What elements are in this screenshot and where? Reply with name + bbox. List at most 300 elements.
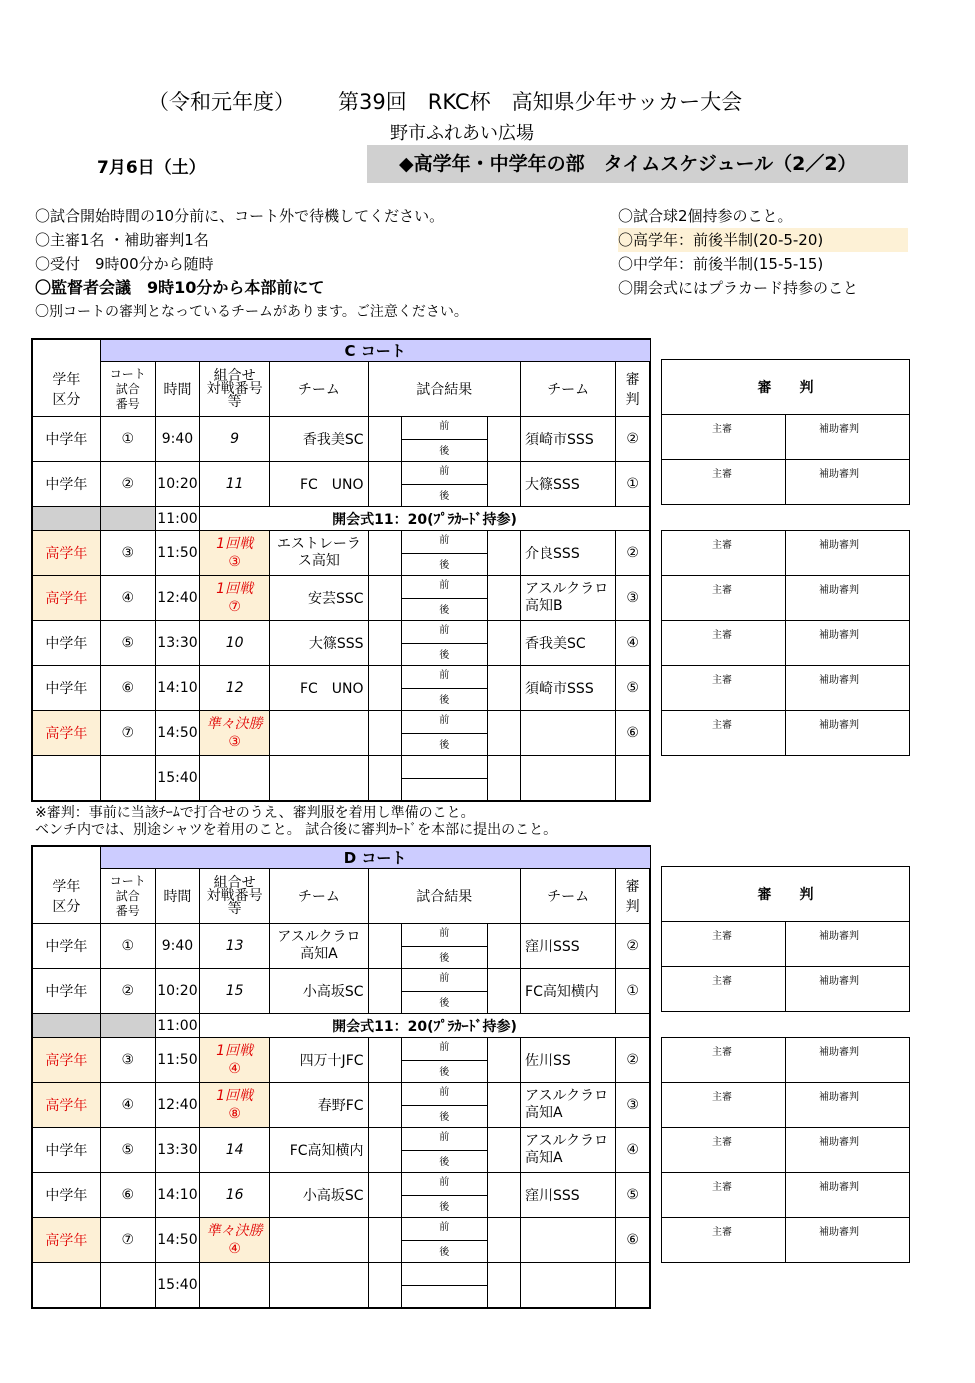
main-referee-label: 主審 xyxy=(712,1092,732,1103)
home-team: FC UNO xyxy=(270,666,368,711)
ref-sub-cell xyxy=(786,460,910,505)
second-half-label: 後 xyxy=(439,446,450,457)
match-pair xyxy=(200,1038,270,1083)
court-name: D コート xyxy=(100,846,650,869)
match-time: 12:40 xyxy=(155,1083,199,1128)
away-team: 窪川SSS xyxy=(521,1173,616,1218)
result-divider xyxy=(402,598,487,599)
result-divider xyxy=(402,1285,487,1286)
first-half-label: 前 xyxy=(439,715,450,726)
sub-referee-label: 補助審判 xyxy=(819,1137,859,1148)
end-blank xyxy=(200,756,270,801)
result-divider xyxy=(402,1195,487,1196)
match-grade: 中学年 xyxy=(32,969,100,1014)
court-d-referee-panel xyxy=(661,866,910,1263)
pair-round: 1回戦 xyxy=(216,1088,254,1104)
pair-number: ④ xyxy=(228,1061,241,1077)
main-referee-label: 主審 xyxy=(712,1137,732,1148)
match-grade: 中学年 xyxy=(32,417,100,462)
match-result xyxy=(368,531,520,576)
main-referee-label: 主審 xyxy=(712,976,732,987)
match-result xyxy=(368,1128,520,1173)
match-result xyxy=(368,1173,520,1218)
result-box xyxy=(401,576,488,620)
ceremony-blank xyxy=(100,1014,155,1038)
match-pair: 12 xyxy=(200,666,270,711)
header-referee xyxy=(616,869,650,924)
note-item: 〇別コートの審判となっているチームがあります。ご注意ください。 xyxy=(35,304,468,320)
ref-main-cell xyxy=(662,666,786,711)
match-result xyxy=(368,1083,520,1128)
match-grade: 中学年 xyxy=(32,1173,100,1218)
ref-main-cell xyxy=(662,576,786,621)
end-blank xyxy=(32,756,100,801)
result-box xyxy=(401,1038,488,1082)
ref-panel-header: 審 判 xyxy=(662,867,910,922)
result-box xyxy=(401,1263,488,1307)
match-referee: ④ xyxy=(616,621,650,666)
match-no: ③ xyxy=(100,531,155,576)
header-pair xyxy=(200,869,270,924)
match-result xyxy=(368,417,520,462)
sub-referee-label: 補助審判 xyxy=(819,585,859,596)
ceremony-label: 開会式11：20(ﾌﾟﾗｶｰﾄﾞ持参) xyxy=(200,1014,651,1038)
ref-main-cell xyxy=(662,621,786,666)
ref-sub-cell xyxy=(786,967,910,1012)
header-court-no xyxy=(100,362,155,417)
first-half-label: 前 xyxy=(439,466,450,477)
ref-sub-cell xyxy=(786,1173,910,1218)
result-box xyxy=(401,1218,488,1262)
second-half-label: 後 xyxy=(439,953,450,964)
header-time: 時間 xyxy=(155,869,199,924)
note-item: 〇主審1名 ・補助審判1名 xyxy=(35,231,209,249)
header-result: 試合結果 xyxy=(368,869,520,924)
ref-main-cell xyxy=(662,460,786,505)
ceremony-time: 11:00 xyxy=(155,1014,199,1038)
header-grade-l1: 学年 xyxy=(52,878,81,895)
ref-main-cell xyxy=(662,711,786,756)
pair-round: 準々決勝 xyxy=(206,1223,263,1239)
ref-sub-cell xyxy=(786,576,910,621)
second-half-label: 後 xyxy=(439,605,450,616)
match-pair: 11 xyxy=(200,462,270,507)
match-pair: 10 xyxy=(200,621,270,666)
match-time: 11:50 xyxy=(155,1038,199,1083)
result-divider xyxy=(402,991,487,992)
result-box xyxy=(401,666,488,710)
first-half-label: 前 xyxy=(439,973,450,984)
first-half-label: 前 xyxy=(439,421,450,432)
match-result xyxy=(368,666,520,711)
away-team: アスルクラロ高知B xyxy=(521,576,616,621)
match-referee: ① xyxy=(616,969,650,1014)
match-no: ⑦ xyxy=(100,711,155,756)
date: 7月6日（土） xyxy=(97,158,206,178)
first-half-label: 前 xyxy=(439,928,450,939)
header-court-no xyxy=(100,869,155,924)
away-team xyxy=(521,1218,616,1263)
ref-sub-cell xyxy=(786,1128,910,1173)
court-grade-header-top xyxy=(32,846,100,869)
second-half-label: 後 xyxy=(439,695,450,706)
hdr-l: 組合せ 対戦番号 等 xyxy=(206,367,263,410)
ref-panel-header: 審 判 xyxy=(662,360,910,415)
end-blank xyxy=(100,1263,155,1308)
away-team: アスルクラロ高知A xyxy=(521,1083,616,1128)
away-team: 須崎市SSS xyxy=(521,666,616,711)
match-referee: ② xyxy=(616,531,650,576)
main-referee-label: 主審 xyxy=(712,1182,732,1193)
match-referee: ⑤ xyxy=(616,1173,650,1218)
match-pair xyxy=(200,576,270,621)
header-grade-l2: 区分 xyxy=(52,391,81,408)
result-box xyxy=(401,621,488,665)
sub-referee-label: 補助審判 xyxy=(819,720,859,731)
hdr-l: コート 試合 番号 xyxy=(109,366,146,411)
ceremony-blank xyxy=(32,507,100,531)
match-referee: ① xyxy=(616,462,650,507)
match-no: ⑤ xyxy=(100,1128,155,1173)
end-blank xyxy=(32,1263,100,1308)
result-divider xyxy=(402,778,487,779)
end-blank xyxy=(616,1263,650,1308)
ref-main-cell xyxy=(662,967,786,1012)
match-no: ② xyxy=(100,969,155,1014)
result-divider xyxy=(402,484,487,485)
match-grade: 中学年 xyxy=(32,666,100,711)
main-referee-label: 主審 xyxy=(712,1227,732,1238)
match-referee: ③ xyxy=(616,1083,650,1128)
match-referee: ② xyxy=(616,417,650,462)
ref-main-cell xyxy=(662,415,786,460)
match-pair: 14 xyxy=(200,1128,270,1173)
match-no: ③ xyxy=(100,1038,155,1083)
hdr-l: 組合せ 対戦番号 等 xyxy=(206,874,263,917)
match-time: 14:50 xyxy=(155,711,199,756)
second-half-label: 後 xyxy=(439,650,450,661)
ref-sub-cell xyxy=(786,531,910,576)
away-team: 介良SSS xyxy=(521,531,616,576)
match-pair: 15 xyxy=(200,969,270,1014)
header-team-home: チーム xyxy=(270,362,368,417)
note-item: 〇中学年：前後半制(15-5-15) xyxy=(618,255,824,273)
match-time: 14:10 xyxy=(155,666,199,711)
court-c-table xyxy=(31,338,651,802)
match-result xyxy=(368,1218,520,1263)
sub-referee-label: 補助審判 xyxy=(819,1227,859,1238)
home-team: 四万十JFC xyxy=(270,1038,368,1083)
ref-main-cell xyxy=(662,1128,786,1173)
result-box xyxy=(401,1173,488,1217)
first-half-label: 前 xyxy=(439,1132,450,1143)
match-time: 14:10 xyxy=(155,1173,199,1218)
header-team-away: チーム xyxy=(521,362,616,417)
match-grade: 高学年 xyxy=(32,531,100,576)
result-box xyxy=(401,711,488,755)
first-half-label: 前 xyxy=(439,1222,450,1233)
match-referee: ④ xyxy=(616,1128,650,1173)
home-team: FC高知横内 xyxy=(270,1128,368,1173)
sub-referee-label: 補助審判 xyxy=(819,675,859,686)
match-time: 12:40 xyxy=(155,576,199,621)
result-box xyxy=(401,924,488,968)
ref-sub-cell xyxy=(786,1083,910,1128)
match-no: ⑥ xyxy=(100,1173,155,1218)
sub-referee-label: 補助審判 xyxy=(819,1182,859,1193)
end-blank xyxy=(270,756,368,801)
match-time: 9:40 xyxy=(155,417,199,462)
main-referee-label: 主審 xyxy=(712,720,732,731)
away-team: 香我美SC xyxy=(521,621,616,666)
result-divider xyxy=(402,1060,487,1061)
home-team xyxy=(270,711,368,756)
first-half-label: 前 xyxy=(439,1177,450,1188)
ref-sub-cell xyxy=(786,711,910,756)
main-referee-label: 主審 xyxy=(712,630,732,641)
away-team: FC高知横内 xyxy=(521,969,616,1014)
match-no: ④ xyxy=(100,576,155,621)
away-team: 須崎市SSS xyxy=(521,417,616,462)
match-pair xyxy=(200,1218,270,1263)
header-pair xyxy=(200,362,270,417)
note-item: 〇開会式にはプラカード持参のこと xyxy=(618,279,859,297)
result-box xyxy=(401,1083,488,1127)
ref-sub-cell xyxy=(786,1038,910,1083)
notes-left xyxy=(35,204,468,324)
sub-referee-label: 補助審判 xyxy=(819,469,859,480)
ceremony-label: 開会式11：20(ﾌﾟﾗｶｰﾄﾞ持参) xyxy=(200,507,650,531)
match-no: ⑦ xyxy=(100,1218,155,1263)
second-half-label: 後 xyxy=(439,491,450,502)
result-divider xyxy=(402,1150,487,1151)
pair-number: ⑧ xyxy=(228,1106,241,1122)
result-divider xyxy=(402,553,487,554)
home-team: 大篠SSS xyxy=(270,621,368,666)
match-grade: 中学年 xyxy=(32,924,100,969)
first-half-label: 前 xyxy=(439,625,450,636)
match-referee: ② xyxy=(616,1038,650,1083)
hdr-l: 審 判 xyxy=(625,879,640,915)
home-team: 春野FC xyxy=(270,1083,368,1128)
second-half-label: 後 xyxy=(439,1157,450,1168)
footnote-line: ※審判：事前に当該ﾁｰﾑで打合せのうえ、審判服を着用し準備のこと。 xyxy=(35,805,475,821)
pair-round: 1回戦 xyxy=(216,1043,254,1059)
header-time: 時間 xyxy=(155,362,199,417)
pair-number: ⑦ xyxy=(228,599,241,615)
ref-sub-cell xyxy=(786,621,910,666)
match-grade: 高学年 xyxy=(32,576,100,621)
match-result xyxy=(368,576,520,621)
result-box xyxy=(401,969,488,1013)
match-no: ② xyxy=(100,462,155,507)
schedule-banner: ◆高学年・中学年の部 タイムスケジュール（2／2） xyxy=(367,145,908,183)
result-divider xyxy=(402,946,487,947)
sub-referee-label: 補助審判 xyxy=(819,540,859,551)
home-team: 香我美SC xyxy=(270,417,368,462)
match-grade: 高学年 xyxy=(32,1083,100,1128)
court-c-referee-panel xyxy=(661,359,910,756)
main-referee-label: 主審 xyxy=(712,1047,732,1058)
court-d-table xyxy=(31,845,651,1309)
first-half-label: 前 xyxy=(439,535,450,546)
result-box xyxy=(401,417,488,461)
home-team: エストレーラス高知 xyxy=(270,531,368,576)
end-time: 15:40 xyxy=(155,756,199,801)
header-grade xyxy=(32,869,100,924)
footnote xyxy=(35,805,557,839)
note-item: 〇監督者会議 9時10分から本部前にて xyxy=(35,278,325,297)
sub-referee-label: 補助審判 xyxy=(819,1047,859,1058)
header-team-away: チーム xyxy=(521,869,616,924)
match-no: ① xyxy=(100,417,155,462)
court-grade-header-top xyxy=(32,339,100,362)
footnote-line: ベンチ内では、別途シャツを着用のこと。 試合後に審判ｶｰﾄﾞを本部に提出のこと。 xyxy=(35,822,558,838)
ref-main-cell xyxy=(662,1173,786,1218)
result-divider xyxy=(402,1240,487,1241)
match-time: 9:40 xyxy=(155,924,199,969)
match-time: 13:30 xyxy=(155,621,199,666)
pair-number: ③ xyxy=(228,554,241,570)
result-divider xyxy=(402,643,487,644)
match-referee: ⑥ xyxy=(616,1218,650,1263)
result-divider xyxy=(402,733,487,734)
away-team: 大篠SSS xyxy=(521,462,616,507)
header-result: 試合結果 xyxy=(368,362,520,417)
sub-referee-label: 補助審判 xyxy=(819,976,859,987)
match-pair: 13 xyxy=(200,924,270,969)
result-box xyxy=(401,756,488,800)
result-box xyxy=(401,462,488,506)
match-grade: 中学年 xyxy=(32,462,100,507)
match-grade: 高学年 xyxy=(32,711,100,756)
end-result xyxy=(368,756,520,801)
match-grade: 中学年 xyxy=(32,1128,100,1173)
main-referee-label: 主審 xyxy=(712,675,732,686)
match-time: 11:50 xyxy=(155,531,199,576)
ref-main-cell xyxy=(662,922,786,967)
title-era: （令和元年度） xyxy=(148,90,295,114)
sub-referee-label: 補助審判 xyxy=(819,630,859,641)
header-grade-l1: 学年 xyxy=(52,371,81,388)
ceremony-time: 11:00 xyxy=(155,507,199,531)
main-referee-label: 主審 xyxy=(712,931,732,942)
ceremony-blank xyxy=(100,507,155,531)
match-result xyxy=(368,711,520,756)
ref-sub-cell xyxy=(786,1218,910,1263)
match-result xyxy=(368,462,520,507)
match-grade: 中学年 xyxy=(32,621,100,666)
note-item: 〇受付 9時00分から随時 xyxy=(35,255,214,273)
ref-gap xyxy=(662,505,910,531)
sub-referee-label: 補助審判 xyxy=(819,424,859,435)
main-referee-label: 主審 xyxy=(712,585,732,596)
ref-gap xyxy=(662,1012,910,1038)
match-no: ⑥ xyxy=(100,666,155,711)
away-team: アスルクラロ高知A xyxy=(521,1128,616,1173)
second-half-label: 後 xyxy=(439,740,450,751)
end-blank xyxy=(270,1263,368,1308)
ref-sub-cell xyxy=(786,922,910,967)
header-referee xyxy=(616,362,650,417)
pair-number: ④ xyxy=(228,1241,241,1257)
ceremony-blank xyxy=(32,1014,100,1038)
pair-round: 準々決勝 xyxy=(206,716,263,732)
match-result xyxy=(368,969,520,1014)
match-result xyxy=(368,924,520,969)
ref-sub-cell xyxy=(786,666,910,711)
away-team: 佐川SS xyxy=(521,1038,616,1083)
second-half-label: 後 xyxy=(439,1247,450,1258)
match-grade: 高学年 xyxy=(32,1218,100,1263)
court-name: C コート xyxy=(100,339,650,362)
result-divider xyxy=(402,1105,487,1106)
note-item: 〇試合球2個持参のこと。 xyxy=(618,207,793,225)
match-no: ⑤ xyxy=(100,621,155,666)
result-box xyxy=(401,531,488,575)
match-no: ④ xyxy=(100,1083,155,1128)
pair-round: 1回戦 xyxy=(216,536,254,552)
home-team: FC UNO xyxy=(270,462,368,507)
match-pair xyxy=(200,531,270,576)
match-grade: 高学年 xyxy=(32,1038,100,1083)
match-referee: ② xyxy=(616,924,650,969)
ref-sub-cell xyxy=(786,415,910,460)
end-blank xyxy=(521,1263,616,1308)
match-no: ① xyxy=(100,924,155,969)
first-half-label: 前 xyxy=(439,580,450,591)
match-referee: ③ xyxy=(616,576,650,621)
venue: 野市ふれあい広場 xyxy=(390,123,534,144)
note-item: 〇試合開始時間の10分前に、コート外で待機してください。 xyxy=(35,207,445,225)
second-half-label: 後 xyxy=(439,1067,450,1078)
ref-main-cell xyxy=(662,1083,786,1128)
ref-main-cell xyxy=(662,1218,786,1263)
end-blank xyxy=(100,756,155,801)
home-team: 安芸SSC xyxy=(270,576,368,621)
main-referee-label: 主審 xyxy=(712,424,732,435)
ref-main-cell xyxy=(662,531,786,576)
ref-main-cell xyxy=(662,1038,786,1083)
match-time: 10:20 xyxy=(155,462,199,507)
home-team: 小高坂SC xyxy=(270,1173,368,1218)
pair-round: 1回戦 xyxy=(216,581,254,597)
note-item-highlight: 〇高学年：前後半制(20-5-20) xyxy=(618,228,908,252)
first-half-label: 前 xyxy=(439,1042,450,1053)
end-blank xyxy=(616,756,650,801)
header-team-home: チーム xyxy=(270,869,368,924)
match-result xyxy=(368,1038,520,1083)
match-pair xyxy=(200,711,270,756)
match-referee: ⑤ xyxy=(616,666,650,711)
match-time: 10:20 xyxy=(155,969,199,1014)
pair-number: ③ xyxy=(228,734,241,750)
result-divider xyxy=(402,439,487,440)
match-time: 14:50 xyxy=(155,1218,199,1263)
match-pair: 9 xyxy=(200,417,270,462)
header-grade-l2: 区分 xyxy=(52,898,81,915)
result-divider xyxy=(402,688,487,689)
second-half-label: 後 xyxy=(439,560,450,571)
main-referee-label: 主審 xyxy=(712,469,732,480)
end-result xyxy=(368,1263,520,1308)
hdr-l: 審 判 xyxy=(625,372,640,408)
end-time: 15:40 xyxy=(155,1263,199,1308)
second-half-label: 後 xyxy=(439,1112,450,1123)
match-pair: 16 xyxy=(200,1173,270,1218)
sub-referee-label: 補助審判 xyxy=(819,1092,859,1103)
result-box xyxy=(401,1128,488,1172)
